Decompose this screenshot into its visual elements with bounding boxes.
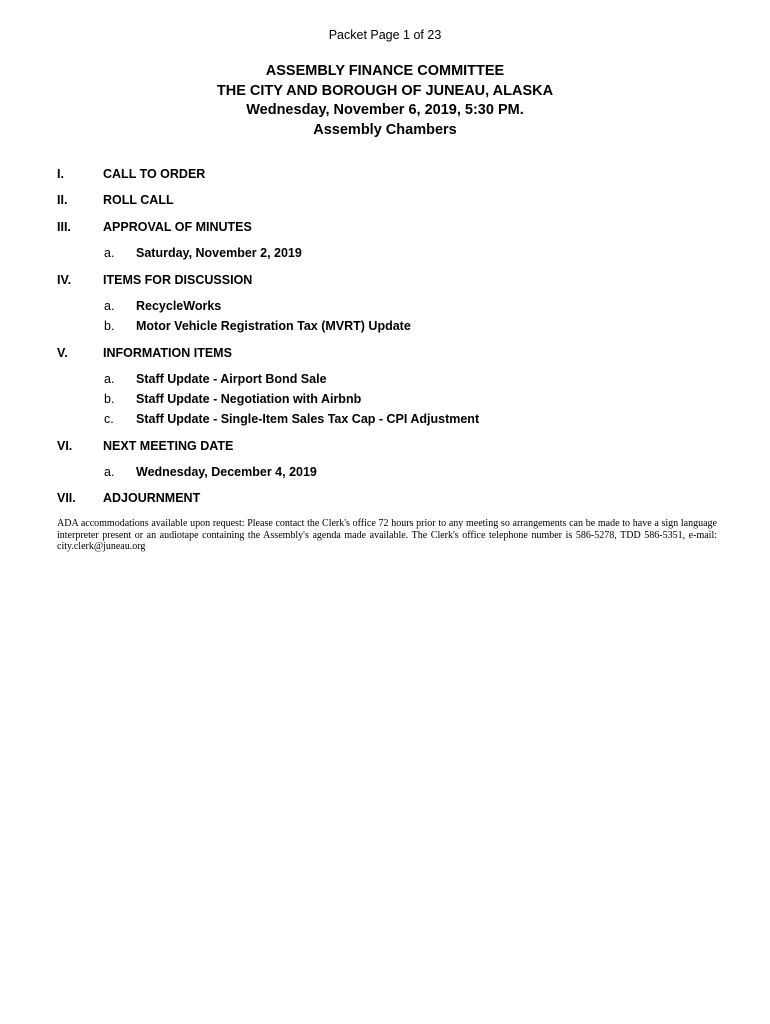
section-numeral: III. [57, 220, 71, 234]
ada-notice: ADA accommodations available upon request: Please contact the Clerk's office 72 hours prior to any meeting so arrangements can be made to have a sign language interpreter present or an audiotape containing the Assembly's agenda made available. The Clerk's office telephone number is 586-5278, TDD 586-5351, e-mail: city.clerk@juneau.org [57, 518, 717, 552]
item-text: Staff Update - Airport Bond Sale [136, 372, 327, 386]
section-title: APPROVAL OF MINUTES [103, 220, 252, 234]
section-title: INFORMATION ITEMS [103, 346, 232, 360]
item-letter: a. [104, 246, 115, 260]
item-letter: b. [104, 392, 115, 406]
item-text: Staff Update - Single-Item Sales Tax Cap - CPI Adjustment [136, 412, 480, 426]
municipality-title: THE CITY AND BOROUGH OF JUNEAU, ALASKA [216, 82, 554, 99]
section-numeral: II. [57, 193, 68, 207]
committee-title: ASSEMBLY FINANCE COMMITTEE [265, 63, 505, 79]
section-title: NEXT MEETING DATE [103, 439, 234, 453]
item-letter: a. [104, 299, 115, 313]
item-text: Wednesday, December 4, 2019 [136, 465, 317, 479]
section-numeral: V. [57, 346, 68, 360]
packet-page-label: Packet Page 1 of 23 [328, 28, 442, 42]
meeting-location: Assembly Chambers [313, 121, 457, 138]
section-title: ROLL CALL [103, 193, 174, 207]
section-numeral: IV. [57, 273, 72, 287]
item-letter: a. [104, 465, 115, 479]
section-numeral: VII. [57, 491, 76, 505]
section-numeral: I. [57, 167, 64, 181]
item-letter: a. [104, 372, 115, 386]
section-title: ITEMS FOR DISCUSSION [103, 273, 253, 287]
agenda-header [0, 62, 770, 140]
section-title: ADJOURNMENT [103, 491, 201, 505]
meeting-datetime: Wednesday, November 6, 2019, 5:30 PM. [246, 102, 524, 118]
item-text: RecycleWorks [136, 299, 222, 313]
item-text: Saturday, November 2, 2019 [136, 246, 302, 260]
item-text: Staff Update - Negotiation with Airbnb [136, 392, 362, 406]
section-numeral: VI. [57, 439, 73, 453]
item-letter: b. [104, 319, 115, 333]
item-text: Motor Vehicle Registration Tax (MVRT) Update [136, 319, 411, 333]
section-title: CALL TO ORDER [103, 167, 206, 181]
item-letter: c. [104, 412, 114, 426]
